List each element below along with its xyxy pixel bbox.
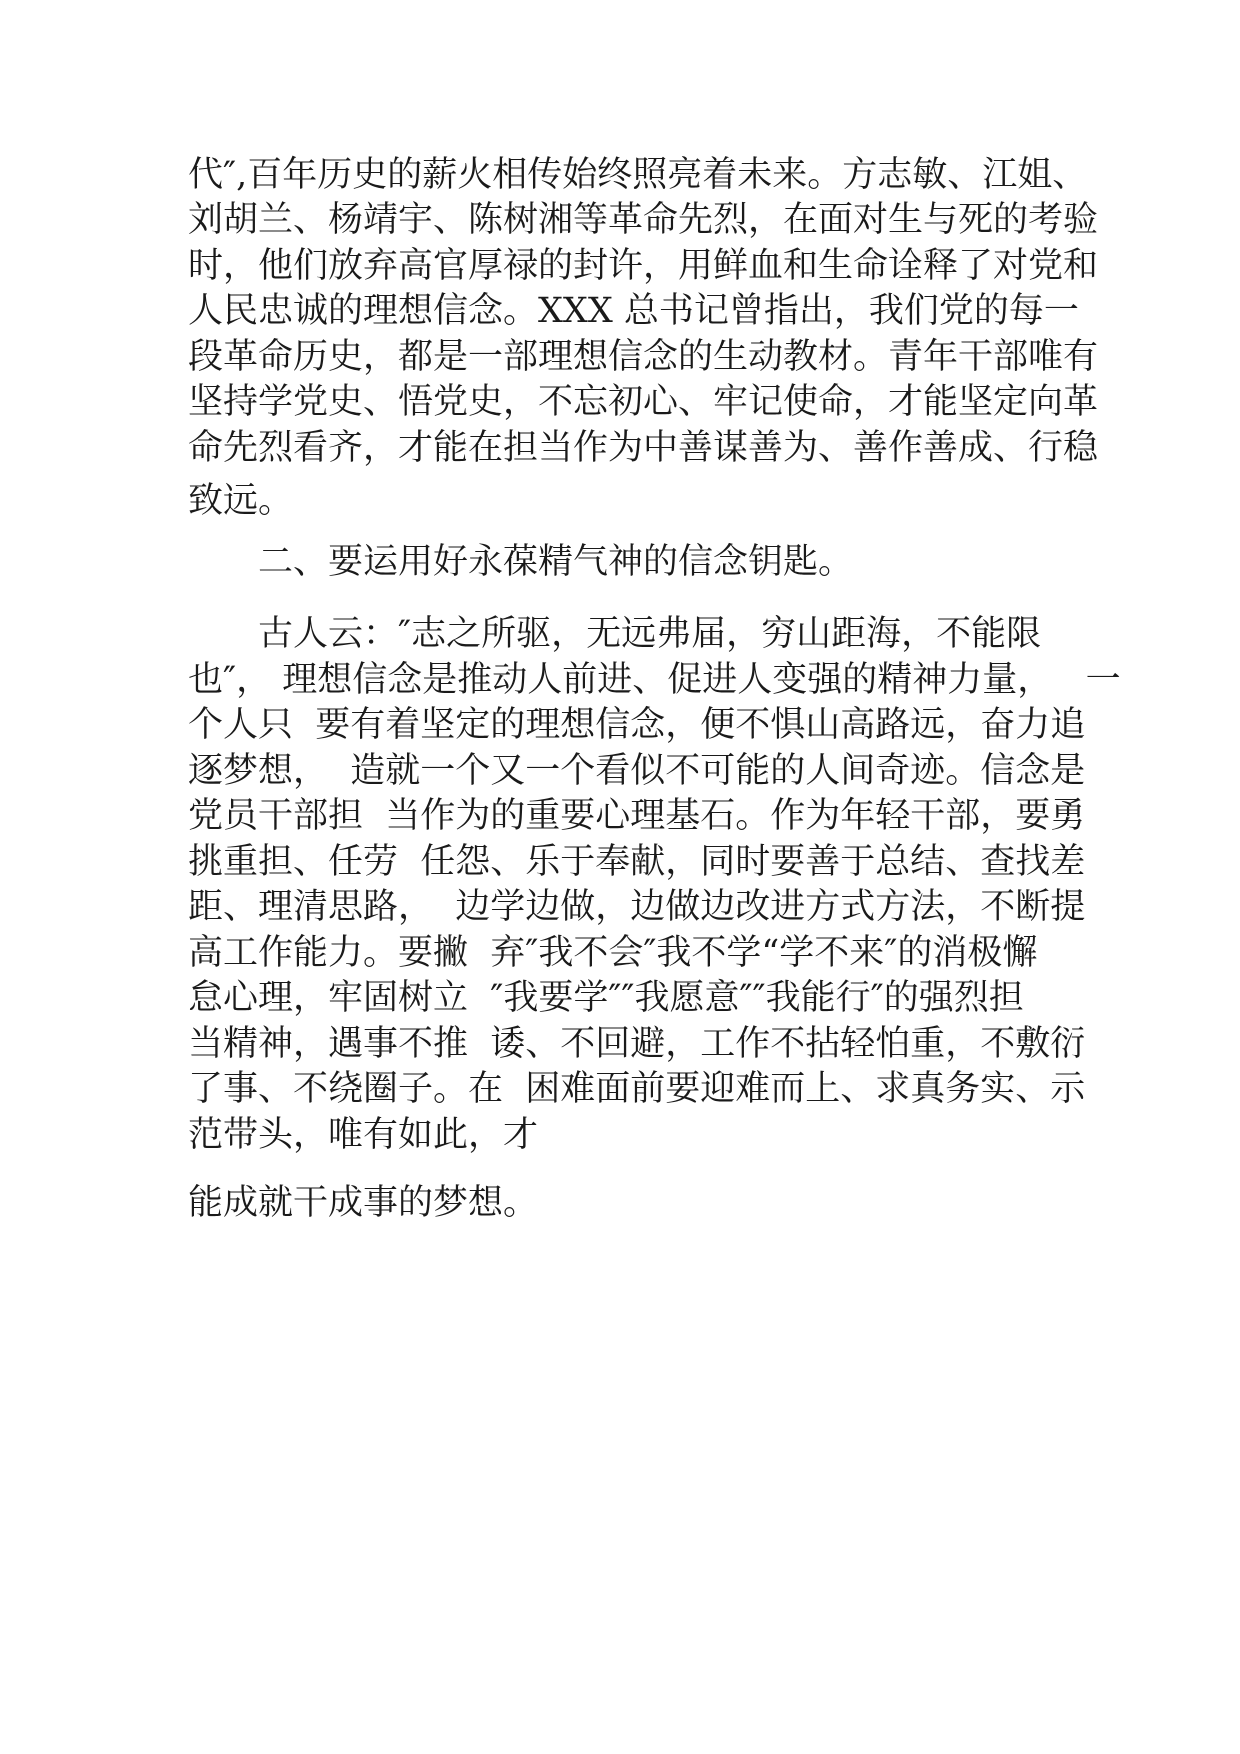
paragraph-line: 能成就干成事的梦想。	[188, 1183, 539, 1223]
paragraph-line: 了事、不绕圈子。在 困难面前要迎难而上、求真务实、示	[188, 1069, 1086, 1109]
paragraph-line: 代″,百年历史的薪火相传始终照亮着未来。方志敏、江姐、	[188, 155, 1088, 195]
paragraph-line: 逐梦想， 造就一个又一个看似不可能的人间奇迹。信念是	[188, 751, 1086, 791]
paragraph-line: 个人只 要有着坚定的理想信念，便不惧山高路远，奋力追	[188, 705, 1086, 745]
paragraph-line: 段革命历史，都是一部理想信念的生动教材。青年干部唯有	[188, 337, 1099, 377]
paragraph-line: 也″， 理想信念是推动人前进、促进人变强的精神力量， 一	[188, 660, 1121, 700]
paragraph-line: 刘胡兰、杨靖宇、陈树湘等革命先烈，在面对生与死的考验	[188, 200, 1099, 240]
paragraph-line: 时，他们放弃高官厚禄的封许，用鲜血和生命诠释了对党和	[188, 246, 1099, 286]
paragraph-line: 命先烈看齐，才能在担当作为中善谋善为、善作善成、行稳	[188, 428, 1099, 468]
paragraph-line: 挑重担、任劳 任怨、乐于奉献，同时要善于总结、查找差	[188, 842, 1086, 882]
paragraph-line: 致远。	[188, 481, 294, 521]
paragraph-line: 高工作能力。要撇 弃″我不会″我不学“学不来″的消极懈	[188, 933, 1038, 973]
section-heading: 二、要运用好永葆精气神的信念钥匙。	[258, 542, 854, 582]
paragraph-line: 怠心理，牢固树立 ″我要学″″我愿意″″我能行″的强烈担	[188, 978, 1024, 1018]
paragraph-line: 当精神，遇事不推 诿、不回避，工作不拈轻怕重，不敷衍	[188, 1024, 1086, 1064]
paragraph-line: 古人云：″志之所驱，无远弗届，穷山距海，不能限	[258, 614, 1042, 654]
paragraph-line: 人民忠诚的理想信念。XXX 总书记曾指出，我们党的每一	[188, 291, 1079, 331]
paragraph-line: 坚持学党史、悟党史，不忘初心、牢记使命，才能坚定向革	[188, 382, 1099, 422]
paragraph-line: 距、理清思路， 边学边做，边做边改进方式方法，不断提	[188, 887, 1086, 927]
paragraph-line: 党员干部担 当作为的重要心理基石。作为年轻干部，要勇	[188, 796, 1086, 836]
paragraph-line: 范带头，唯有如此，才	[188, 1115, 539, 1155]
